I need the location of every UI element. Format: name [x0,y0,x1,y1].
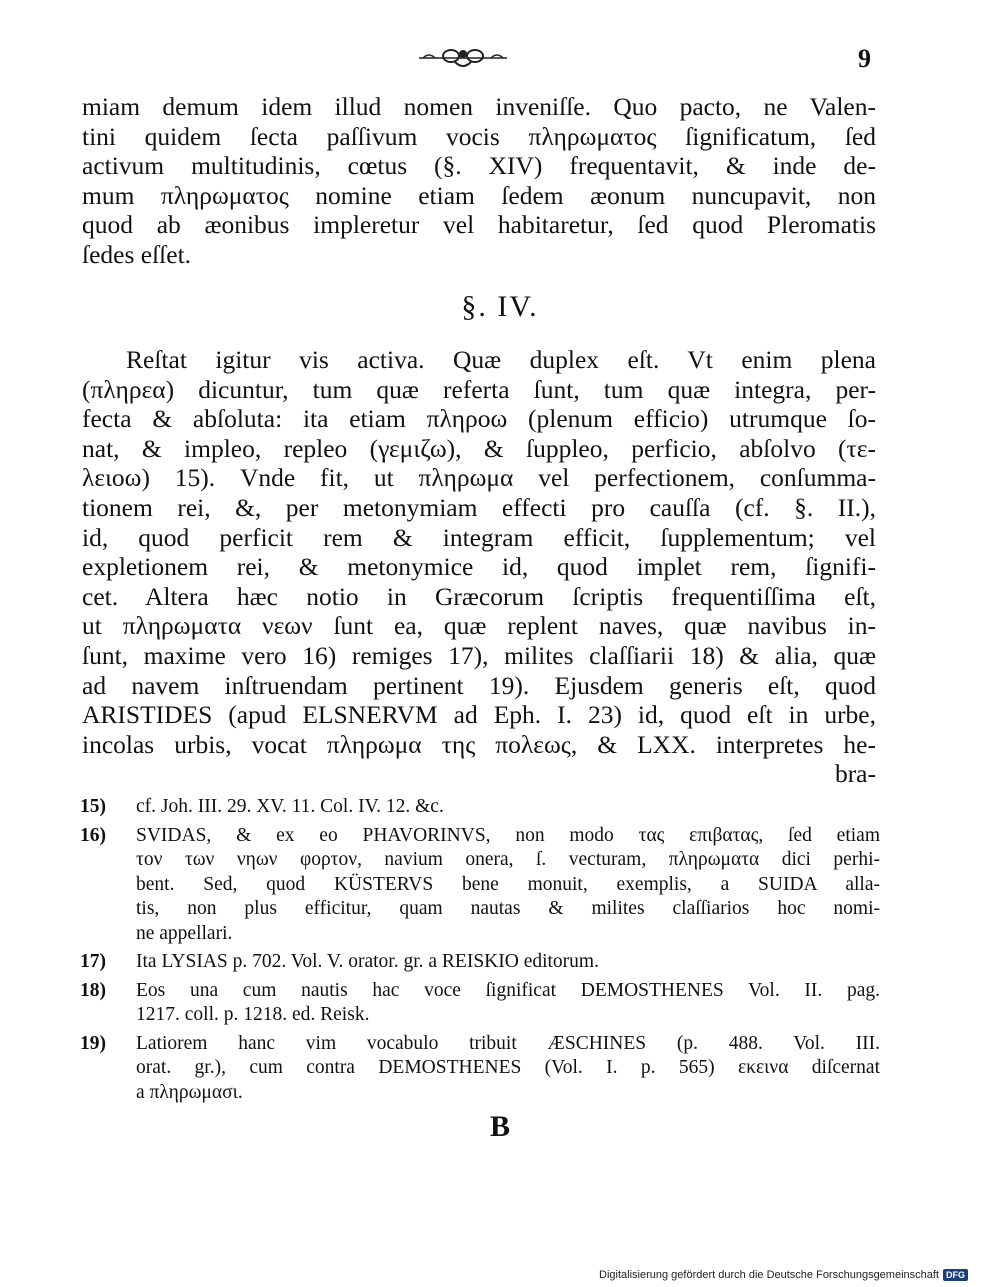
footnote-number: 19) [80,1032,106,1054]
footnote-19 [80,1032,880,1106]
footnote-line: Latiorem hanc vim vocabulo tribuit ÆSCHINES (p. 488. Vol. III. [136,1032,880,1054]
footnote-number: 18) [80,979,106,1001]
footnote-line: Eos una cum nautis hac voce ſignificat DEMOSTHENES Vol. II. pag. [136,979,880,1001]
text-line: activum multitudinis, cœtus (§. XIV) frequentavit, & inde de- [82,151,876,181]
signature-mark: B [489,1110,510,1143]
footnote-line: tis, non plus efficitur, quam nautas & milites claſſiarios hoc nomi- [136,898,880,919]
text-line: ſedes eſſet. [82,239,192,269]
footnotes [80,795,880,1109]
dfg-logo-icon: DFG [943,1269,968,1281]
text-line: tionem rei, &, per metonymiam effecti pro cauſſa (cf. §. II.), [82,492,876,522]
text-line: mum πληρωματος nomine etiam ſedem æonum nuncupavit, non [82,180,876,210]
footnote-line: orat. gr.), cum contra DEMOSTHENES (Vol. I. p. 565) εκεινα diſcernat [136,1057,880,1078]
text-line: miam demum idem illud nomen inveniſſe. Quo pacto, ne Valen- [82,92,876,121]
footnote-line: 1217. coll. p. 1218. ed. Reisk. [136,1004,370,1025]
footnote-line: bent. Sed, quod KÜSTERVS bene monuit, exemplis, a SUIDA alla- [136,873,880,895]
text-line: ſunt, maxime vero 16) remiges 17), milites claſſiarii 18) & alia, quæ [82,640,876,670]
paragraph-section-iv [82,345,876,789]
text-line: tini quidem ſecta paſſivum vocis πληρωματος ſignificatum, ſed [82,121,876,151]
footnote-17 [80,950,880,975]
text-line: fecta & abſoluta: ita etiam πληροω (plenum efficio) utrumque ſo- [82,404,876,434]
section-heading: §. IV. [461,290,539,323]
footnote-line: τον των νηων φορτον, navium onera, ſ. vecturam, πληρωματα dici perhi- [136,849,880,870]
footnote-line: cf. Joh. III. 29. XV. 11. Col. IV. 12. &c. [136,796,444,817]
text-line: ad navem inſtruendam pertinent 19). Ejusdem generis eſt, quod [82,670,876,700]
footnote-18 [80,979,880,1028]
text-line: nat, & impleo, repleo (γεμιζω), & ſuppleo, perficio, abſolvo (τε- [82,433,876,463]
footnote-number: 17) [80,951,106,972]
text-line: λειοω) 15). Vnde fit, ut πληρωμα vel perfectionem, conſumma- [82,463,876,493]
text-line: ut πληρωματα νεων ſunt ea, quæ replent naves, quæ navibus in- [82,611,876,641]
digitization-credit [599,1269,968,1281]
text-line: incolas urbis, vocat πληρωμα της πολεως, & LXX. interpretes he- [82,729,876,759]
text-line: ARISTIDES (apud ELSNERVM ad Eph. I. 23) id, quod eſt in urbe, [82,700,876,730]
page-number: 9 [858,44,871,73]
footnote-line: SVIDAS, & ex eo PHAVORINVS, non modo τας επιβατας, ſed etiam [136,824,880,846]
text-line: expletionem rei, & metonymice id, quod implet rem, ſignifi- [82,552,876,582]
floral-ornament-icon [415,46,511,70]
footnote-line: ne appellari. [136,922,233,944]
footnote-line: Ita LYSIAS p. 702. Vol. V. orator. gr. a REISKIO editorum. [136,951,599,972]
catchword: bra- [834,759,876,789]
footnote-number: 16) [80,824,106,846]
paragraph-continued [82,92,876,270]
footnote-line: a πληρωμασι. [136,1081,243,1103]
footnote-16 [80,824,880,947]
text-line: id, quod perficit rem & integram efficit, ſupplementum; vel [82,522,876,552]
text-line: Reſtat igitur vis activa. Quæ duplex eſt. Vt enim plena [126,345,876,374]
text-line: (πληρεα) dicuntur, tum quæ referta ſunt, tum quæ integra, per- [82,374,876,404]
footnote-number: 15) [80,796,106,817]
footnote-15 [80,795,880,820]
credit-text: Digitalisierung gefördert durch die Deutsche Forschungsgemeinschaft [599,1269,939,1281]
text-line: quod ab æonibus impleretur vel habitaretur, ſed quod Pleromatis [82,210,876,240]
text-line: cet. Altera hæc notio in Græcorum ſcriptis frequentiſſima eſt, [82,581,876,611]
